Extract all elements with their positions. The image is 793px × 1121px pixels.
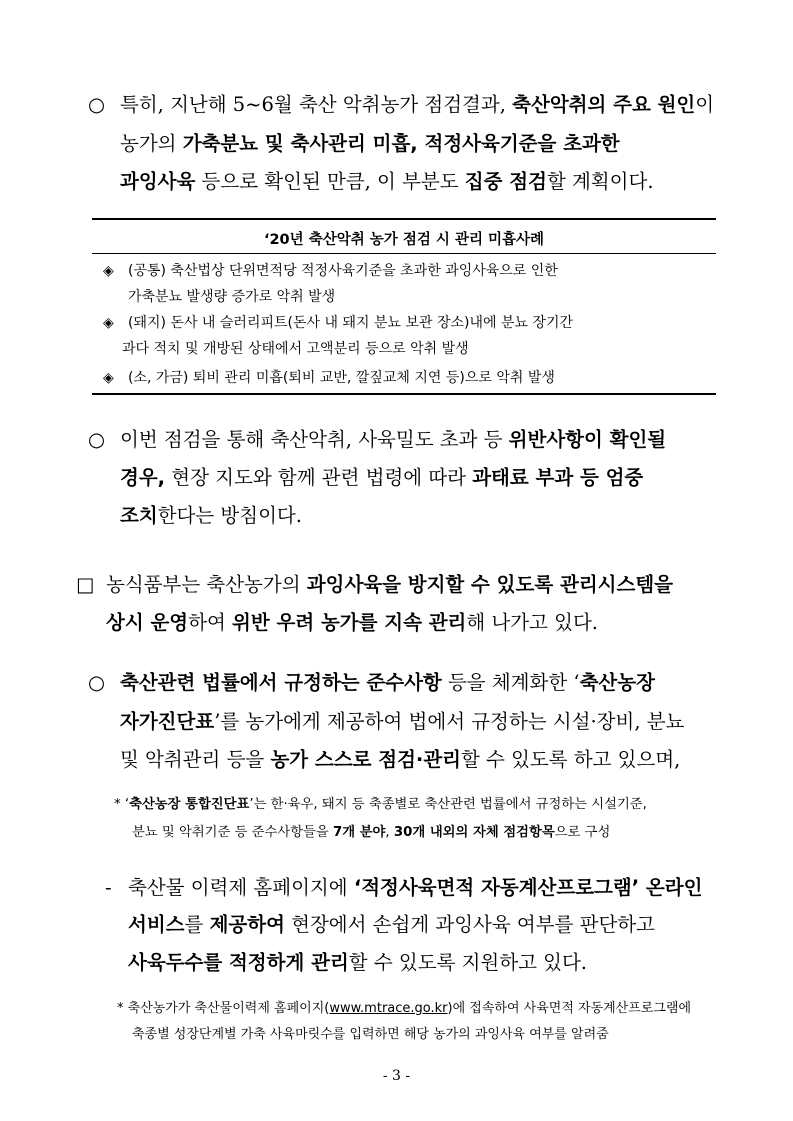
- p3-line2: 상시 운영하여 위반 우려 농가를 지속 관리해 나가고 있다.: [106, 611, 599, 634]
- box-item-1-line2: 가축분뇨 발생량 증가로 악취 발생: [128, 289, 336, 305]
- p5-line1: 축산물 이력제 홈페이지에 ‘적정사육면적 자동계산프로그램’ 온라인: [128, 876, 703, 899]
- box-item-1-diamond: ◈: [103, 263, 114, 279]
- box-item-3-diamond: ◈: [103, 370, 114, 386]
- bullet-circle: ○: [88, 93, 106, 116]
- box-title: ‘20년 축산악취 농가 점검 시 관리 미흡사례: [263, 232, 545, 248]
- p1-line2: 농가의 가축분뇨 및 축사관리 미흡, 적정사육기준을 초과한: [120, 132, 620, 155]
- box-item-2-diamond: ◈: [103, 315, 114, 331]
- mtrace-link[interactable]: www.mtrace.go.kr: [329, 1001, 448, 1016]
- note-1-line1: * ‘축산농장 통합진단표’는 한·육우, 돼지 등 축종별로 축산관련 법률에서 규정하는 시설기준,: [114, 797, 647, 812]
- checkbox-square: □: [76, 573, 95, 596]
- p5-line2: 서비스를 제공하여 현장에서 손쉽게 과잉사육 여부를 판단하고: [128, 913, 655, 936]
- box-item-1-line1: (공통) 축산법상 단위면적당 적정사육기준을 초과한 과잉사육으로 인한: [128, 263, 558, 279]
- box-item-2-line2: 과다 적치 및 개방된 상태에서 고액분리 등으로 악취 발생: [122, 341, 469, 357]
- bullet-dash: -: [105, 876, 112, 899]
- p4-line1: 축산관련 법률에서 규정하는 준수사항 등을 체계화한 ‘축산농장: [120, 671, 655, 694]
- note-2-line2: 축종별 성장단계별 가축 사육마릿수를 입력하면 해당 농가의 과잉사육 여부를 알려줌: [132, 1027, 609, 1042]
- box-item-2-line1: (돼지) 돈사 내 슬러리피트(돈사 내 돼지 분뇨 보관 장소)내에 분뇨 장기간: [128, 315, 574, 331]
- p2-line2: 경우, 현장 지도와 함께 관련 법령에 따라 과태료 부과 등 엄중: [120, 466, 644, 489]
- box-title-rule: [92, 253, 716, 254]
- p2-line1: 이번 점검을 통해 축산악취, 사육밀도 초과 등 위반사항이 확인될: [120, 428, 667, 451]
- box-top-rule: [92, 218, 716, 220]
- note-1-line2: 분뇨 및 악취기준 등 준수사항들을 7개 분야, 30개 내외의 자체 점검항목으로 구성: [132, 825, 611, 840]
- p4-line2: 자가진단표’를 농가에게 제공하여 법에서 규정하는 시설·장비, 분뇨: [120, 710, 685, 733]
- box-item-3-line1: (소, 가금) 퇴비 관리 미흡(퇴비 교반, 깔짚교체 지연 등)으로 악취 발생: [128, 370, 555, 386]
- bullet-circle: ○: [88, 428, 106, 451]
- bullet-circle: ○: [88, 671, 106, 694]
- p5-line3: 사육두수를 적정하게 관리할 수 있도록 지원하고 있다.: [128, 951, 587, 974]
- p2-line3: 조치한다는 방침이다.: [120, 504, 302, 527]
- p1-line1: 특히, 지난해 5~6월 축산 악취농가 점검결과, 축산악취의 주요 원인이: [120, 93, 715, 116]
- p4-line3: 및 악취관리 등을 농가 스스로 점검·관리할 수 있도록 하고 있으며,: [120, 748, 681, 771]
- box-bottom-rule: [92, 393, 716, 395]
- note-2-line1: * 축산농가가 축산물이력제 홈페이지(www.mtrace.go.kr)에 접속하여 사육면적 자동계산프로그램에: [117, 1001, 692, 1016]
- p1-line3: 과잉사육 등으로 확인된 만큼, 이 부분도 집중 점검할 계획이다.: [120, 170, 654, 193]
- page-number: - 3 -: [382, 1068, 411, 1084]
- p3-line1: 농식품부는 축산농가의 과잉사육을 방지할 수 있도록 관리시스템을: [106, 573, 674, 596]
